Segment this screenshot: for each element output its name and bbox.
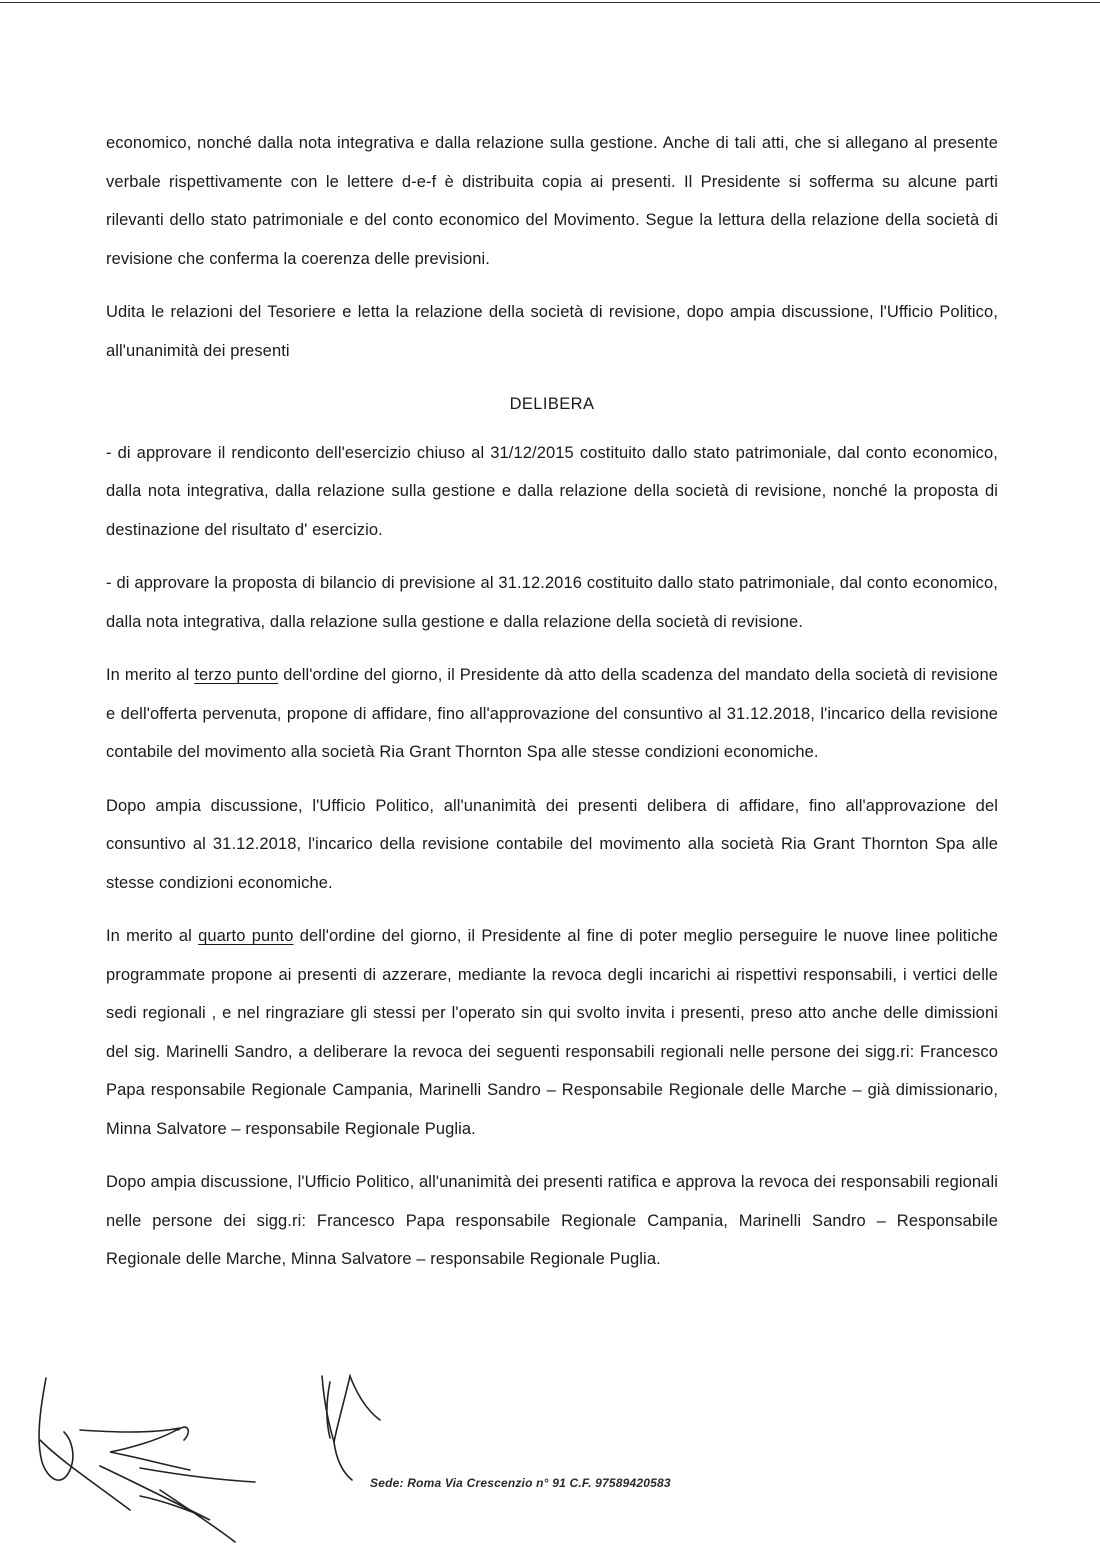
- terzo-punto-underlined: terzo punto: [194, 666, 279, 684]
- paragraph-approve-bilancio: - di approvare la proposta di bilancio di previsione al 31.12.2016 costituito dallo stato patrimoniale, dal conto economico, dalla nota integrativa, dalla relazione sulla gestione e dalla relazione della società di revisione.: [106, 574, 998, 631]
- quarto-punto-pre: In merito al: [106, 927, 199, 945]
- paragraph-approve-rendiconto: - di approvare il rendiconto dell'esercizio chiuso al 31/12/2015 costituito dallo stato patrimoniale, dal conto economico, dalla nota integrativa, dalla relazione sulla gestione e dalla relazione della società di revisione, nonché la proposta di destinazione del risultato d' esercizio.: [106, 443, 998, 539]
- paragraph-budget-documents: economico, nonché dalla nota integrativa e dalla relazione sulla gestione. Anche di tali atti, che si allegano al presente verbale rispettivamente con le lettere d-e-f è distribuita copia ai presenti. Il Presidente si sofferma su alcune parti rilevanti dello stato patrimoniale e del conto economico del Movimento. Segue la lettura della relazione della società di revisione che conferma la coerenza delle previsioni.: [106, 134, 998, 268]
- handwritten-signature-left: [20, 1370, 280, 1550]
- paragraph-affidamento-delibera: Dopo ampia discussione, l'Ufficio Politico, all'unanimità dei presenti delibera di affidare, fino all'approvazione del consuntivo al 31.12.2018, l'incarico della revisione contabile del movimento alla società Ria Grant Thornton Spa alle stesse condizioni economiche.: [106, 796, 998, 892]
- terzo-punto-post: dell'ordine del giorno, il Presidente dà atto della scadenza del mandato della società di revisione e dell'offerta pervenuta, propone di affidare, fino all'approvazione del consuntivo al 31.12.2018, l'incarico della revisione contabile del movimento alla società Ria Grant Thornton Spa alle stesse condizioni economiche.: [106, 666, 999, 761]
- footer-address: Sede: Roma Via Crescenzio n° 91 C.F. 97589420583: [370, 1476, 671, 1490]
- paragraph-treasurer-report: Udita le relazioni del Tesoriere e letta la relazione della società di revisione, dopo ampia discussione, l'Ufficio Politico, all'unanimità dei presenti: [106, 303, 998, 360]
- quarto-punto-underlined: quarto punto: [198, 927, 294, 945]
- top-scan-line: [0, 2, 1100, 3]
- quarto-punto-post: dell'ordine del giorno, il Presidente al fine di poter meglio perseguire le nuove linee politiche programmate propone ai presenti di azzerare, mediante la revoca degli incarichi ai rispettivi responsabili, i vertici delle sedi regionali , e nel ringraziare gli stessi per l'operato sin qui svolto invita i presenti, preso atto anche delle dimissioni del sig. Marinelli Sandro, a deliberare la revoca dei seguenti responsabili regionali nelle persone dei sigg.ri: Francesco Papa responsabile Regionale Campania, Marinelli Sandro – Responsabile Regionale delle Marche – già dimissionario, Minna Salvatore – responsabile Regionale Puglia.: [106, 927, 999, 1138]
- paragraph-terzo-punto: [106, 656, 998, 772]
- paragraph-ratifica-revoca: Dopo ampia discussione, l'Ufficio Politico, all'unanimità dei presenti ratifica e approva la revoca dei responsabili regionali nelle persone dei sigg.ri: Francesco Papa responsabile Regionale Campania, Marinelli Sandro – Responsabile Regionale delle Marche, Minna Salvatore – responsabile Regionale Puglia.: [106, 1173, 998, 1268]
- document-body: [106, 124, 998, 1279]
- paragraph-quarto-punto: [106, 917, 998, 1148]
- handwritten-signature-right: [300, 1362, 400, 1492]
- delibera-heading: DELIBERA: [509, 395, 595, 413]
- terzo-punto-pre: In merito al: [106, 666, 195, 684]
